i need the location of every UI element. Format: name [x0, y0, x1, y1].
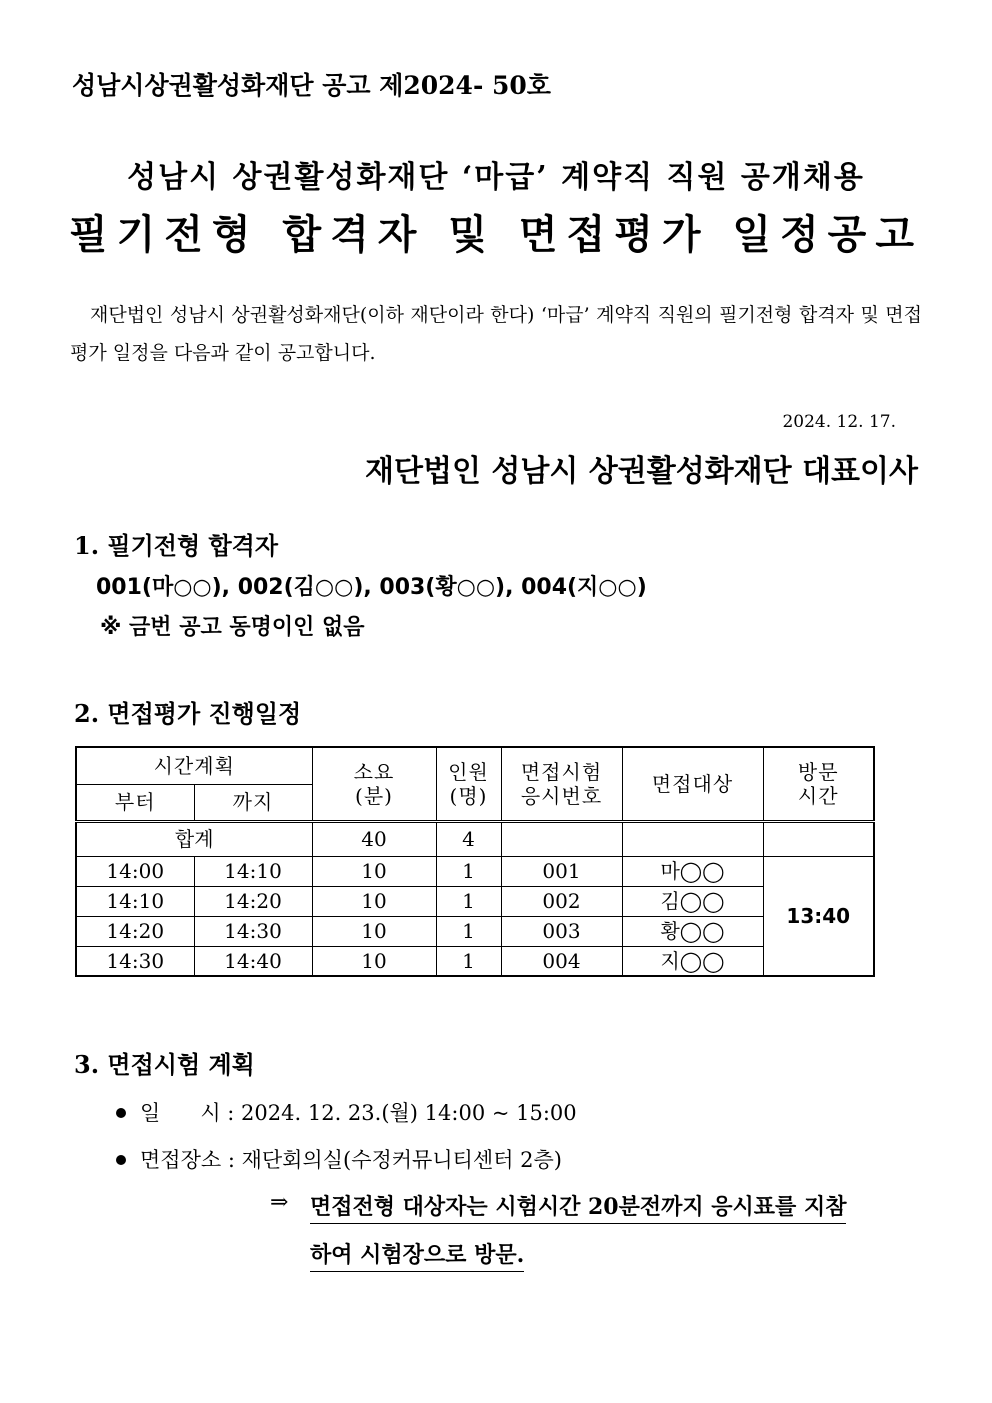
- total-duration: 40: [312, 821, 436, 856]
- total-target: [622, 821, 763, 856]
- total-exam-no: [501, 821, 622, 856]
- section-1-title: 1. 필기전형 합격자: [74, 531, 279, 560]
- header-exam-no-line1: 면접시험: [520, 759, 603, 784]
- section-2-title: 2. 면접평가 진행일정: [74, 699, 302, 728]
- header-duration-line1: 소요: [353, 759, 395, 784]
- row-to: 14:20: [194, 886, 312, 916]
- schedule-table: [75, 746, 875, 977]
- header-visit-line1: 방문: [797, 759, 839, 784]
- arrow-icon: ⇒: [270, 1190, 289, 1215]
- notice-number: 성남시상권활성화재단 공고 제2024- 50호: [72, 71, 551, 100]
- row-target: 김◯◯: [622, 886, 763, 916]
- row-target: 황◯◯: [622, 916, 763, 946]
- row-from: 14:20: [76, 916, 194, 946]
- total-people: 4: [436, 821, 501, 856]
- header-time-plan: 시간계획: [76, 747, 312, 784]
- header-people: [436, 747, 501, 821]
- header-duration: [312, 747, 436, 821]
- row-to: 14:30: [194, 916, 312, 946]
- table-row: [76, 886, 874, 916]
- notice-date: 2024. 12. 17.: [782, 412, 896, 432]
- row-exam-no: 004: [501, 946, 622, 976]
- instruction-line-2: 하여 시험장으로 방문.: [310, 1238, 524, 1272]
- row-from: 14:30: [76, 946, 194, 976]
- row-to: 14:10: [194, 856, 312, 886]
- intro-paragraph: 재단법인 성남시 상권활성화재단(이하 재단이라 한다) ‘마급’ 계약직 직원의 필기전형 합격자 및 면접평가 일정을 다음과 같이 공고합니다.: [70, 304, 922, 364]
- venue-item: [116, 1144, 562, 1174]
- table-row: [76, 946, 874, 976]
- header-people-line1: 인원: [448, 759, 489, 784]
- section-3-title: 3. 면접시험 계획: [74, 1050, 255, 1079]
- row-exam-no: 002: [501, 886, 622, 916]
- header-visit-line2: 시간: [797, 783, 839, 808]
- venue-text: 면접장소 : 재단회의실(수정커뮤니티센터 2층): [140, 1148, 562, 1172]
- title-line-2: 필기전형 합격자 및 면접평가 일정공고: [69, 211, 923, 258]
- header-visit: [763, 747, 874, 821]
- total-visit: [763, 821, 874, 856]
- note: ※ 금번 공고 동명이인 없음: [100, 615, 365, 640]
- row-target: 지◯◯: [622, 946, 763, 976]
- row-duration: 10: [312, 886, 436, 916]
- issuer: 재단법인 성남시 상권활성화재단 대표이사: [365, 454, 918, 489]
- header-target: 면접대상: [622, 747, 763, 821]
- table-row: [76, 856, 874, 886]
- row-people: 1: [436, 886, 501, 916]
- row-target: 마◯◯: [622, 856, 763, 886]
- row-exam-no: 001: [501, 856, 622, 886]
- row-duration: 10: [312, 916, 436, 946]
- header-to: 까지: [194, 784, 312, 821]
- header-exam-no-line2: 응시번호: [520, 783, 603, 808]
- total-label: 합계: [76, 821, 312, 856]
- bullet-icon: [116, 1155, 126, 1165]
- instruction-line-1: 면접전형 대상자는 시험시간 20분전까지 응시표를 지참: [310, 1190, 846, 1224]
- table-row: [76, 916, 874, 946]
- passers-list: 001(마○○), 002(김○○), 003(황○○), 004(지○○): [96, 575, 647, 600]
- row-from: 14:10: [76, 886, 194, 916]
- header-duration-line2: (분): [355, 783, 393, 808]
- row-duration: 10: [312, 856, 436, 886]
- row-people: 1: [436, 916, 501, 946]
- schedule-text: 일 시 : 2024. 12. 23.(월) 14:00 ~ 15:00: [140, 1101, 577, 1125]
- title-line-1: 성남시 상권활성화재단 ‘마급’ 계약직 직원 공개채용: [127, 160, 865, 195]
- row-duration: 10: [312, 946, 436, 976]
- row-exam-no: 003: [501, 916, 622, 946]
- header-exam-no: [501, 747, 622, 821]
- bullet-icon: [116, 1108, 126, 1118]
- row-to: 14:40: [194, 946, 312, 976]
- header-from: 부터: [76, 784, 194, 821]
- row-people: 1: [436, 856, 501, 886]
- row-from: 14:00: [76, 856, 194, 886]
- visit-time: 13:40: [763, 856, 874, 976]
- row-people: 1: [436, 946, 501, 976]
- header-people-line2: (명): [449, 783, 488, 808]
- schedule-item: [116, 1097, 577, 1127]
